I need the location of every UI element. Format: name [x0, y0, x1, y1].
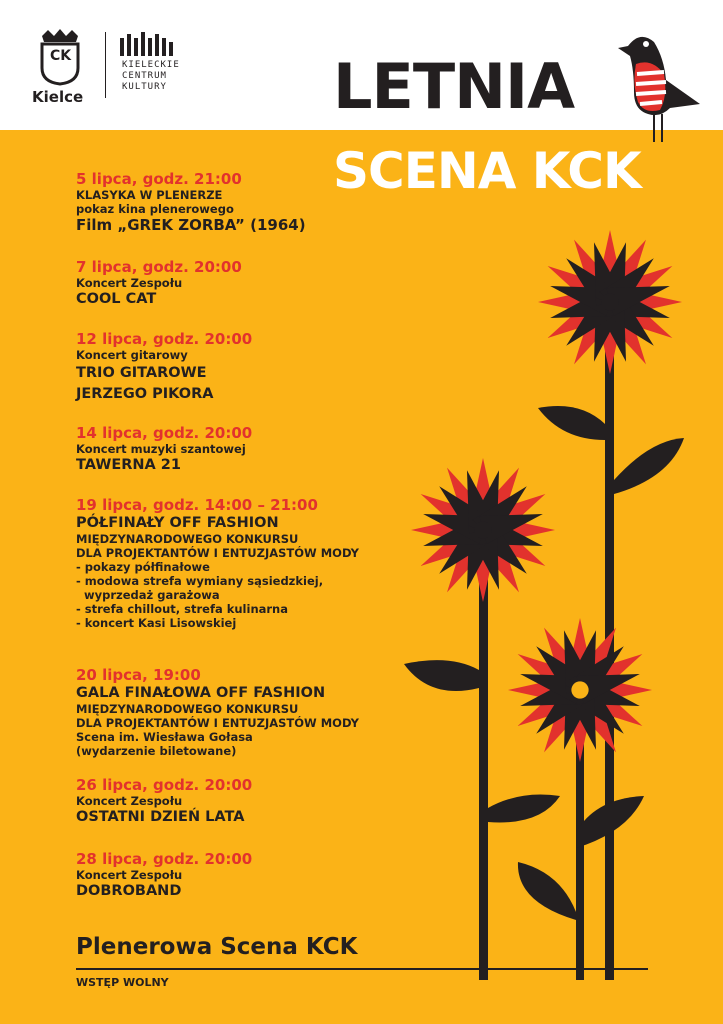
event-line: MIĘDZYNARODOWEGO KONKURSU — [76, 532, 299, 546]
event-line: - strefa chillout, strefa kulinarna — [76, 602, 289, 616]
flower-middle — [411, 458, 555, 602]
event-8 — [76, 850, 416, 900]
event-line: - pokazy półfinałowe — [76, 560, 210, 574]
event-title: TAWERNA 21 — [76, 457, 181, 473]
event-date: 20 lipca, 19:00 — [76, 666, 201, 684]
event-line: wyprzedaż garażowa — [84, 588, 220, 602]
event-line: - modowa strefa wymiany sąsiedzkiej, — [76, 574, 324, 588]
event-line: Koncert Zespołu — [76, 794, 183, 808]
event-heading: PÓŁFINAŁY OFF FASHION — [76, 515, 279, 531]
footer-divider — [76, 968, 648, 970]
crest-letters: CK — [50, 48, 72, 64]
event-title: OSTATNI DZIEŃ LATA — [76, 809, 245, 825]
event-date: 5 lipca, godz. 21:00 — [76, 170, 242, 188]
event-5 — [76, 496, 416, 630]
event-line: (wydarzenie biletowane) — [76, 744, 237, 758]
venue-name: Plenerowa Scena KCK — [76, 934, 358, 960]
event-line: MIĘDZYNARODOWEGO KONKURSU — [76, 702, 299, 716]
flower-center — [571, 681, 588, 698]
event-4 — [76, 424, 416, 474]
title-scena-kck: SCENA KCK — [333, 142, 641, 200]
event-date: 12 lipca, godz. 20:00 — [76, 330, 253, 348]
event-title: COOL CAT — [76, 291, 157, 307]
flower-lower — [508, 618, 652, 762]
event-title: DOBROBAND — [76, 883, 182, 899]
event-line: Koncert muzyki szantowej — [76, 442, 246, 456]
event-title: TRIO GITAROWE — [76, 365, 207, 381]
event-6 — [76, 666, 416, 758]
flower-center — [474, 521, 491, 538]
event-line: DLA PROJEKTANTÓW I ENTUZJASTÓW MODY — [76, 716, 359, 730]
event-line: KLASYKA W PLENERZE — [76, 188, 223, 202]
kck-line-1: KIELECKIE — [122, 60, 180, 70]
event-date: 19 lipca, godz. 14:00 – 21:00 — [76, 496, 318, 514]
event-line: DLA PROJEKTANTÓW I ENTUZJASTÓW MODY — [76, 546, 359, 560]
flower-center — [601, 293, 618, 310]
event-2 — [76, 258, 416, 308]
event-title: Film „GREK ZORBA” (1964) — [76, 216, 306, 234]
kck-line-3: KULTURY — [122, 82, 167, 92]
event-line: pokaz kina plenerowego — [76, 202, 234, 216]
event-date: 14 lipca, godz. 20:00 — [76, 424, 253, 442]
event-date: 26 lipca, godz. 20:00 — [76, 776, 253, 794]
event-line: Scena im. Wiesława Gołasa — [76, 730, 253, 744]
event-line: Koncert Zespołu — [76, 868, 183, 882]
kck-line-2: CENTRUM — [122, 71, 167, 81]
event-1 — [76, 170, 416, 234]
event-3 — [76, 330, 416, 403]
city-name: Kielce — [32, 88, 84, 106]
event-title: JERZEGO PIKORA — [76, 386, 214, 402]
event-date: 28 lipca, godz. 20:00 — [76, 850, 253, 868]
event-line: Koncert gitarowy — [76, 348, 188, 362]
event-7 — [76, 776, 416, 826]
title-letnia: LETNIA — [333, 50, 575, 123]
event-line: Koncert Zespołu — [76, 276, 183, 290]
admission-note: WSTĘP WOLNY — [76, 976, 169, 989]
event-heading: GALA FINAŁOWA OFF FASHION — [76, 685, 326, 701]
event-date: 7 lipca, godz. 20:00 — [76, 258, 242, 276]
bird-icon — [618, 37, 700, 142]
event-line: - koncert Kasi Lisowskiej — [76, 616, 237, 630]
flower-top — [538, 230, 682, 374]
